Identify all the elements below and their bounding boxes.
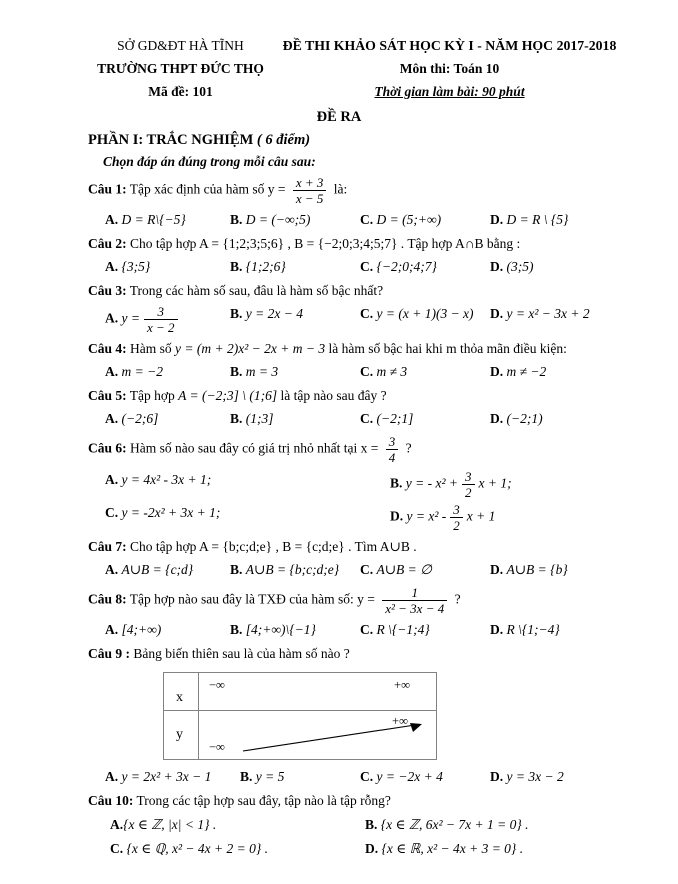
question-4-options <box>88 361 626 383</box>
question-10-options-row-2 <box>88 837 626 861</box>
question-1-stem-post: là: <box>333 181 348 197</box>
option-letter: A. <box>105 769 119 785</box>
question-7-stem-text: Cho tập hợp A = {b;c;d;e} , B = {c;d;e} . Tìm A∪B . <box>130 539 417 555</box>
denominator: 2 <box>465 485 472 501</box>
option-value: y = 2x² + 3x − 1 <box>121 769 212 785</box>
exam-duration: Thời gian làm bài: 90 phút <box>374 84 525 99</box>
numerator: 1 <box>382 585 447 601</box>
denominator: x − 2 <box>146 320 175 336</box>
option-value: y = x² − 3x + 2 <box>506 306 590 322</box>
question-1-label: Câu 1: <box>88 181 127 197</box>
option-d <box>490 766 626 788</box>
option-value: (1;3] <box>245 411 274 427</box>
title-block <box>273 34 626 103</box>
option-letter: D. <box>390 508 404 524</box>
fraction <box>293 175 327 206</box>
option-value: m = −2 <box>121 364 163 380</box>
option-value: [4;+∞)\{−1} <box>245 622 316 638</box>
option-letter: A. <box>105 562 119 578</box>
option-value: y = (x + 1)(3 − x) <box>376 306 474 322</box>
fraction <box>462 469 475 500</box>
option-a <box>105 619 230 641</box>
option-value: y = 3x − 2 <box>506 769 564 785</box>
option-value: {x ∈ ℚ, x² − 4x + 2 = 0} . <box>126 841 269 857</box>
option-b <box>230 408 360 430</box>
option-letter: C. <box>360 306 374 322</box>
question-9-stem <box>88 644 626 664</box>
option-d <box>490 209 626 231</box>
question-6-stem <box>88 433 626 466</box>
department-name: SỞ GD&ĐT HÀ TĨNH <box>117 38 244 53</box>
question-5-label: Câu 5: <box>88 388 127 404</box>
question-3-stem-text: Trong các hàm số sau, đâu là hàm số bậc nhất? <box>129 283 384 299</box>
option-value: (−2;1] <box>376 411 414 427</box>
option-a <box>105 468 390 501</box>
option-c <box>360 361 490 383</box>
option-letter: D. <box>490 769 504 785</box>
option-letter: C. <box>360 259 374 275</box>
option-letter: A. <box>105 411 119 427</box>
option-letter: C. <box>360 562 374 578</box>
fraction <box>450 502 463 533</box>
numerator: 3 <box>386 434 399 450</box>
option-a <box>105 361 230 383</box>
question-3-label: Câu 3: <box>88 283 127 299</box>
option-letter: B. <box>230 306 243 322</box>
fraction <box>144 304 178 335</box>
option-value: (3;5) <box>506 259 534 275</box>
question-8-stem-post: ? <box>454 591 461 607</box>
option-d <box>490 361 626 383</box>
option-a <box>110 813 365 837</box>
option-d <box>390 501 626 534</box>
option-b <box>230 209 360 231</box>
option-letter: C. <box>360 769 374 785</box>
option-value: {x ∈ ℝ, x² − 4x + 3 = 0} . <box>381 841 524 857</box>
option-value: m ≠ 3 <box>376 364 408 380</box>
option-letter: D. <box>490 364 504 380</box>
exam-subject: Môn thi: Toán 10 <box>399 61 500 76</box>
exam-header <box>88 34 626 103</box>
option-a <box>105 408 230 430</box>
question-2-label: Câu 2: <box>88 236 127 252</box>
question-6 <box>88 433 626 534</box>
question-5-stem-post: là tập nào sau đây ? <box>280 388 387 404</box>
option-letter: B. <box>230 411 243 427</box>
question-10-options-row-1 <box>88 813 626 837</box>
option-letter: D. <box>490 306 504 322</box>
exam-code: Mã đề: 101 <box>148 84 213 99</box>
option-c <box>360 619 490 641</box>
option-value: D = R \ {5} <box>506 212 569 228</box>
y-left-value: −∞ <box>209 739 225 754</box>
numerator: x + 3 <box>293 175 327 191</box>
option-letter: D. <box>490 562 504 578</box>
option-letter: D. <box>490 259 504 275</box>
option-c <box>360 256 490 278</box>
option-value-post: x + 1; <box>478 475 512 491</box>
fraction <box>382 585 447 616</box>
option-value-post: x + 1 <box>466 508 496 524</box>
denominator: 4 <box>388 450 396 466</box>
question-1-stem-pre: Tập xác định của hàm số y = <box>129 181 286 197</box>
option-value: {x ∈ ℤ, 6x² − 7x + 1 = 0} . <box>380 817 529 833</box>
question-1-options <box>88 209 626 231</box>
denominator: 2 <box>453 518 460 534</box>
question-9-stem-text: Bảng biến thiên sau là của hàm số nào ? <box>133 646 350 662</box>
question-6-options-row-2 <box>88 501 626 534</box>
option-b <box>230 559 360 581</box>
option-letter: A. <box>105 310 119 326</box>
question-7 <box>88 537 626 581</box>
option-b <box>230 619 360 641</box>
option-letter: B. <box>390 475 403 491</box>
option-d <box>490 559 626 581</box>
issuer-block <box>88 34 273 103</box>
question-2 <box>88 234 626 278</box>
option-letter: C. <box>105 505 119 521</box>
option-value: y = 4x² - 3x + 1; <box>121 472 212 488</box>
option-d <box>490 303 626 336</box>
numerator: 3 <box>462 469 475 485</box>
option-value: y = −2x + 4 <box>376 769 443 785</box>
option-letter: B. <box>230 259 243 275</box>
option-a <box>105 766 240 788</box>
option-value: y = 5 <box>255 769 285 785</box>
option-letter: B. <box>230 364 243 380</box>
question-10-label: Câu 10: <box>88 793 134 809</box>
numerator: 3 <box>144 304 178 320</box>
option-value: {−2;0;4;7} <box>376 259 437 275</box>
question-10 <box>88 791 626 861</box>
question-7-stem <box>88 537 626 557</box>
option-value: D = R\{−5} <box>121 212 186 228</box>
option-letter: A. <box>105 622 119 638</box>
part1-title <box>88 130 626 151</box>
option-letter: D. <box>490 411 504 427</box>
part1-points: ( 6 điểm) <box>256 132 311 149</box>
question-3 <box>88 281 626 336</box>
question-4-stem-math: y = (m + 2)x² − 2x + m − 3 <box>175 341 326 357</box>
option-value: A∪B = {c;d} <box>121 562 194 578</box>
option-c <box>360 303 490 336</box>
option-letter: A. <box>105 472 119 488</box>
option-c <box>360 209 490 231</box>
option-letter: C. <box>360 212 374 228</box>
option-c <box>360 559 490 581</box>
question-3-stem <box>88 281 626 301</box>
question-4-stem <box>88 339 626 359</box>
question-4-label: Câu 4: <box>88 341 127 357</box>
option-b <box>230 256 360 278</box>
option-a <box>105 303 230 336</box>
question-4-stem-post: là hàm số bậc hai khi m thỏa mãn điều kiện: <box>328 341 567 357</box>
option-value: D = (−∞;5) <box>245 212 311 228</box>
option-letter: A. <box>105 364 119 380</box>
option-letter: D. <box>365 841 379 857</box>
question-3-options <box>88 303 626 336</box>
option-value: (−2;6] <box>121 411 159 427</box>
option-letter: A. <box>105 259 119 275</box>
option-letter: C. <box>360 622 374 638</box>
variation-table-y-label: y <box>164 711 199 759</box>
option-a <box>105 256 230 278</box>
option-letter: C. <box>360 411 374 427</box>
exam-heading: ĐỀ RA <box>316 109 362 125</box>
question-5-stem-pre: Tập hợp <box>129 388 175 404</box>
variation-table-x-label: x <box>164 673 199 711</box>
question-8-stem <box>88 584 626 617</box>
question-4-stem-pre: Hàm số <box>130 341 172 357</box>
option-a <box>105 559 230 581</box>
question-1-stem <box>88 174 626 207</box>
option-value: A∪B = {b;c;d;e} <box>245 562 340 578</box>
question-5-stem <box>88 386 626 406</box>
question-8-options <box>88 619 626 641</box>
option-d <box>365 837 626 861</box>
option-value: {3;5} <box>121 259 151 275</box>
option-value: A∪B = {b} <box>506 562 568 578</box>
question-5-stem-math: A = (−2;3] \ (1;6] <box>178 388 278 404</box>
option-c <box>110 837 365 861</box>
option-value: {1;2;6} <box>245 259 286 275</box>
option-letter: B. <box>230 562 243 578</box>
option-letter: B. <box>230 212 243 228</box>
option-value: [4;+∞) <box>121 622 162 638</box>
school-name: TRƯỜNG THPT ĐỨC THỌ <box>97 61 264 76</box>
question-6-options-row-1 <box>88 468 626 501</box>
denominator: x² − 3x − 4 <box>385 601 445 617</box>
question-7-options <box>88 559 626 581</box>
question-5-options <box>88 408 626 430</box>
x-right-value: +∞ <box>394 678 410 693</box>
option-d <box>490 256 626 278</box>
question-9 <box>88 644 626 788</box>
option-b <box>230 303 360 336</box>
option-c <box>360 408 490 430</box>
question-2-options <box>88 256 626 278</box>
question-5 <box>88 386 626 430</box>
variation-table <box>163 672 437 760</box>
question-9-options <box>88 766 626 788</box>
exam-title: ĐỀ THI KHẢO SÁT HỌC KỲ I - NĂM HỌC 2017-2018 <box>282 38 617 53</box>
option-value: y = - x² + <box>405 475 459 491</box>
option-value: y = <box>121 310 140 326</box>
option-letter: B. <box>365 817 378 833</box>
option-c <box>105 501 390 534</box>
option-value: (−2;1) <box>506 411 543 427</box>
option-value: D = (5;+∞) <box>376 212 442 228</box>
question-9-label: Câu 9 : <box>88 646 131 662</box>
y-right-value: +∞ <box>392 714 408 729</box>
question-10-stem-text: Trong các tập hợp sau đây, tập nào là tập rỗng? <box>136 793 391 809</box>
option-letter: B. <box>230 622 243 638</box>
option-value: y = x² - <box>406 508 447 524</box>
option-value: y = -2x² + 3x + 1; <box>121 505 221 521</box>
fraction <box>386 434 399 465</box>
question-1 <box>88 174 626 231</box>
option-b <box>390 468 626 501</box>
part1-instruction: Chọn đáp án đúng trong mỗi câu sau: <box>103 154 316 170</box>
option-letter: D. <box>490 212 504 228</box>
option-b <box>230 361 360 383</box>
question-8 <box>88 584 626 641</box>
numerator: 3 <box>450 502 463 518</box>
question-8-label: Câu 8: <box>88 591 127 607</box>
denominator: x − 5 <box>295 191 324 207</box>
variation-table-y-row <box>199 711 436 759</box>
option-value: m = 3 <box>245 364 279 380</box>
option-b <box>240 766 360 788</box>
question-2-stem <box>88 234 626 254</box>
question-6-stem-pre: Hàm số nào sau đây có giá trị nhỏ nhất tại x = <box>130 440 379 456</box>
question-6-label: Câu 6: <box>88 440 127 456</box>
option-a <box>105 209 230 231</box>
option-value: y = 2x − 4 <box>245 306 303 322</box>
option-letter: A. <box>110 817 124 833</box>
option-value: {x ∈ ℤ, |x| < 1} . <box>123 817 217 833</box>
option-value: A∪B = ∅ <box>376 562 432 578</box>
option-d <box>490 619 626 641</box>
question-7-label: Câu 7: <box>88 539 127 555</box>
option-c <box>360 766 490 788</box>
option-d <box>490 408 626 430</box>
variation-table-x-row <box>199 673 436 711</box>
x-left-value: −∞ <box>209 678 225 693</box>
question-8-stem-pre: Tập hợp nào sau đây là TXĐ của hàm số: y = <box>129 591 375 607</box>
question-6-stem-post: ? <box>405 440 412 456</box>
option-letter: C. <box>360 364 374 380</box>
option-b <box>365 813 626 837</box>
question-10-stem <box>88 791 626 811</box>
question-4 <box>88 339 626 383</box>
option-value: R \{−1;4} <box>376 622 430 638</box>
option-letter: B. <box>240 769 253 785</box>
question-2-stem-text: Cho tập hợp A = {1;2;3;5;6} , B = {−2;0;3;4;5;7} . Tập hợp A∩B bằng : <box>130 236 521 252</box>
option-value: m ≠ −2 <box>506 364 547 380</box>
option-letter: C. <box>110 841 124 857</box>
option-letter: D. <box>490 622 504 638</box>
option-value: R \{1;−4} <box>506 622 560 638</box>
part1-title-text: PHẦN I: TRẮC NGHIỆM <box>88 132 254 149</box>
option-letter: A. <box>105 212 119 228</box>
